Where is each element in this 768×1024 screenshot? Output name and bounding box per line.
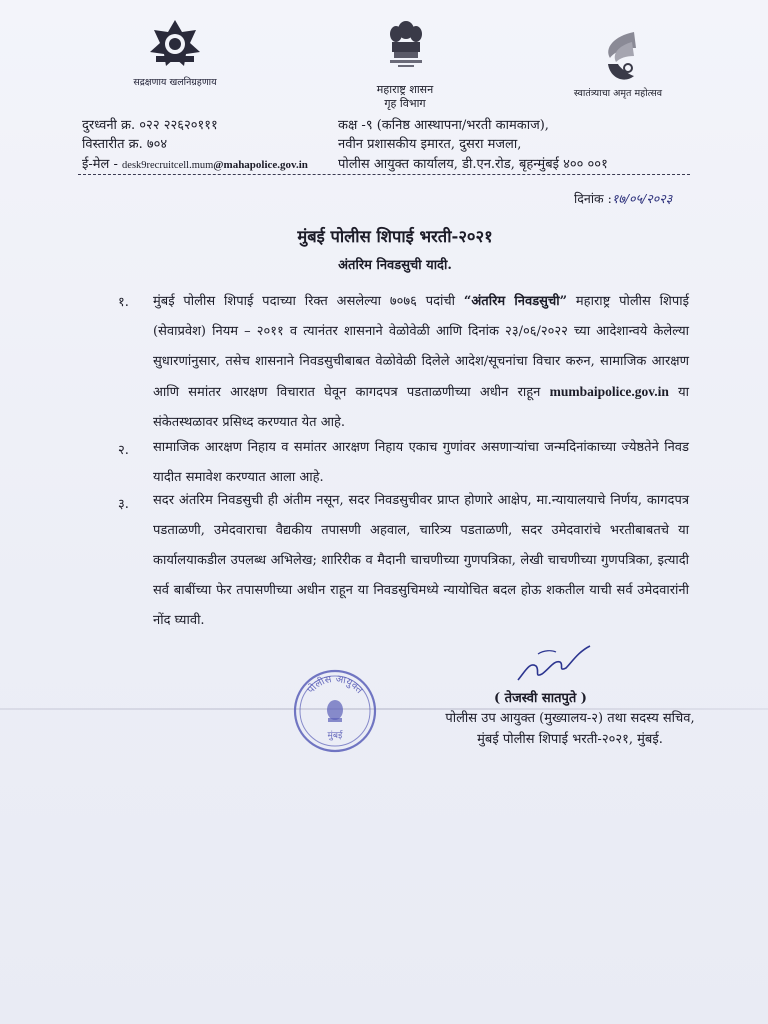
official-stamp [292, 668, 378, 754]
amrit-mahotsav-logo [594, 28, 646, 88]
phone-number: दुरध्वनी क्र. ०२२ २२६२०१११ [82, 118, 218, 133]
address-line-3: पोलीस आयुक्त कार्यालय, डी.एन.रोड, बृहन्मुंबई ४०० ००१ [338, 157, 608, 172]
document-title: मुंबई पोलीस शिपाई भरती-२०२१ [297, 227, 493, 246]
point-1-bold-phrase: “अंतरिम निवडसुची” [463, 294, 568, 309]
amrit-mahotsav-caption: स्वातंत्र्याचा अमृत महोत्सव [573, 88, 663, 99]
point-number-1: १. [118, 295, 129, 310]
address-line-2: नवीन प्रशासकीय इमारत, दुसरा मजला, [338, 137, 522, 152]
address-line-1: कक्ष -९ (कनिष्ठ आस्थापना/भरती कामकाज), [338, 118, 549, 133]
state-emblem-logo [384, 18, 428, 72]
email-domain[interactable]: @mahapolice.gov.in [213, 159, 308, 171]
date-line [574, 190, 672, 207]
point-number-2: २. [118, 443, 129, 458]
point-1-text-before: मुंबई पोलीस शिपाई पदाच्या रिक्त असलेल्या ७०७६ पदांची [153, 294, 464, 309]
signer-name: ( तेजस्वी सातपुते ) [494, 691, 587, 706]
point-1-text-middle: महाराष्ट्र पोलीस शिपाई (सेवाप्रवेश) नियम – २०११ व त्यानंतर शासनाने वेळोवेळी आणि दिनांक २३/०६/२०२२ च्या आदेशान्वये केलेल्या सुधारणांनुसार, तसेच शासनाने निवडसुचीबाबत वेळोवेळी दिलेले आदेश/सूचनांचा विचार करुन, सामाजिक आरक्षण आणि समांतर आरक्षण विचारात घेवून कागदपत्र पडताळणीच्या अधीन राहून [153, 294, 689, 400]
stamp-text-top: पोलीस आयुक्त [305, 673, 365, 696]
extension-number: विस्तारीत क्र. ७०४ [82, 137, 168, 152]
signer-designation: पोलीस उप आयुक्त (मुख्यालय-२) तथा सदस्य सचिव, [445, 711, 695, 726]
department-name: गृह विभाग [384, 97, 426, 110]
date-value: १७/०५/२०२३ [611, 191, 673, 206]
point-1-text-after: या संकेतस्थळावर प्रसिध्द करण्यात येत आहे. [153, 385, 689, 430]
police-motto: सद्रक्षणाय खलनिग्रहणाय [133, 77, 217, 88]
email-label: ई-मेल - [82, 157, 118, 172]
signer-committee: मुंबई पोलीस शिपाई भरती-२०२१, मुंबई. [477, 732, 663, 747]
govt-name: महाराष्ट्र शासन [376, 83, 434, 96]
email-user[interactable]: desk9recruitcell.mum [122, 160, 214, 171]
point-number-3: ३. [118, 497, 129, 512]
date-label: दिनांक : [574, 191, 612, 206]
point-text-2: सामाजिक आरक्षण निहाय व समांतर आरक्षण निहाय एकाच गुणांवर असणाऱ्यांचा जन्मदिनांकाच्या ज्येष्ठतेने निवड यादीत समावेश करण्यात आला आहे. [153, 440, 689, 485]
point-text-1 [153, 287, 689, 438]
stamp-text-bottom: मुंबई [327, 731, 343, 741]
signature-scribble [508, 640, 598, 686]
website-link[interactable]: mumbaipolice.gov.in [549, 384, 669, 399]
document-subtitle: अंतरिम निवडसुची यादी. [338, 258, 452, 273]
header-divider [78, 174, 690, 175]
police-emblem-logo [140, 18, 210, 66]
email-line [82, 154, 308, 172]
point-text-3: सदर अंतरिम निवडसुची ही अंतीम नसून, सदर निवडसुचीवर प्राप्त होणारे आक्षेप, मा.न्यायालयाचे निर्णय, कागदपत्र पडताळणी, उमेदवाराचा वैद्यकीय तपासणी अहवाल, चारित्र्य पडताळणी, सदर उमेदवारांचे भरतीबाबतचे या कार्यालयाकडील उपलब्ध अभिलेख; शारिरीक व मैदानी चाचणीच्या गुणपत्रिका, लेखी चाचणीच्या गुणपत्रिका, इत्यादी सर्व बाबींच्या फेर तपासणीच्या अधीन राहून या निवडसुचिमध्ये न्यायोचित बदल होऊ शकतील याची सर्व उमेदवारांनी नोंद घ्यावी. [153, 493, 689, 628]
